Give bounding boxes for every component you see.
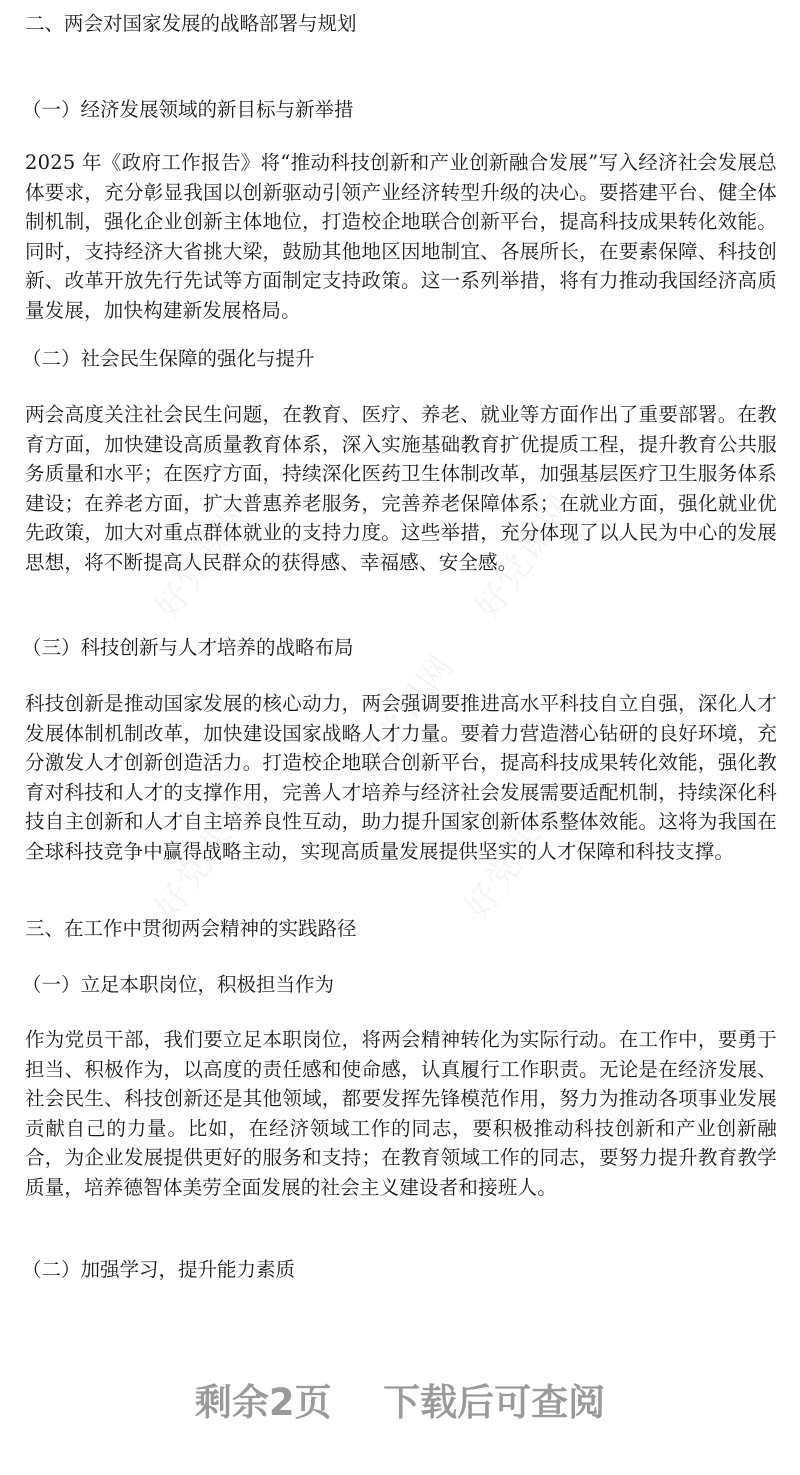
subsection-3-1-title: （一）立足本职岗位，积极担当作为 [22, 973, 335, 996]
subsection-3-2-title: （二）加强学习，提升能力素质 [22, 1258, 296, 1281]
watermark: 好党课网 [457, 786, 573, 927]
section-2-title: 二、两会对国家发展的战略部署与规划 [25, 12, 357, 35]
watermark: 好党课网 [147, 486, 263, 627]
download-to-view-notice[interactable]: 剩余2页 下载后可查阅 [194, 1381, 606, 1424]
subsection-3-1-body: 作为党员干部，我们要立足本职岗位，将两会精神转化为实际行动。在工作中，要勇于担当、积极作为，以高度的责任感和使命感，认真履行工作职责。无论是在经济发展、社会民生、科技创新还是其他领域，都要发挥先锋模范作用，努力为推动各项事业发展贡献自己的力量。比如，在经济领域工作的同志，要积极推动科技创新和产业创新融合，为企业发展提供更好的服务和支持；在教育领域工作的同志，要努力提升教育教学质量，培养德智体美劳全面发展的社会主义建设者和接班人。 [25, 1028, 777, 1199]
subsection-2-3-body: 科技创新是推动国家发展的核心动力，两会强调要推进高水平科技自立自强，深化人才发展体制机制改革，加快建设国家战略人才力量。要着力营造潜心钻研的良好环境，充分激发人才创新创造活力。打造校企地联合创新平台，提高科技成果转化效能，强化教育对科技和人才的支撑作用，完善人才培养与经济社会发展需要适配机制，持续深化科技自主创新和人才自主培养良性互动，助力提升国家创新体系整体效能。这将为我国在全球科技竞争中赢得战略主动，实现高质量发展提供坚实的人才保障和科技支撑。 [25, 692, 777, 863]
watermark: 好党课网 [347, 646, 463, 787]
watermark: 好党课网 [147, 786, 263, 927]
subsection-2-2-title: （二）社会民生保障的强化与提升 [22, 347, 315, 370]
subsection-2-1-body: 2025 年《政府工作报告》将“推动科技创新和产业创新融合发展”写入经济社会发展总体要求，充分彰显我国以创新驱动引领产业经济转型升级的决心。要搭建平台、健全体制机制，强化企业创新主体地位，打造校企地联合创新平台，提高科技成果转化效能。同时，支持经济大省挑大梁，鼓励其他地区因地制宜、各展所长，在要素保障、科技创新、改革开放先行先试等方面制定支持政策。这一系列举措，将有力推动我国经济高质量发展，加快构建新发展格局。 [25, 151, 777, 322]
subsection-2-1-title: （一）经济发展领域的新目标与新举措 [22, 98, 354, 121]
watermark: 好党课网 [467, 486, 583, 627]
subsection-2-2-body: 两会高度关注社会民生问题，在教育、医疗、养老、就业等方面作出了重要部署。在教育方面，加快建设高质量教育体系，深入实施基础教育扩优提质工程，提升教育公共服务质量和水平；在医疗方面，持续深化医药卫生体制改革，加强基层医疗卫生服务体系建设；在养老方面，扩大普惠养老服务，完善养老保障体系；在就业方面，强化就业优先政策，加大对重点群体就业的支持力度。这些举措，充分体现了以人民为中心的发展思想，将不断提高人民群众的获得感、幸福感、安全感。 [25, 403, 777, 574]
section-3-title: 三、在工作中贯彻两会精神的实践路径 [25, 917, 357, 940]
subsection-2-3-title: （三）科技创新与人才培养的战略布局 [22, 636, 354, 659]
